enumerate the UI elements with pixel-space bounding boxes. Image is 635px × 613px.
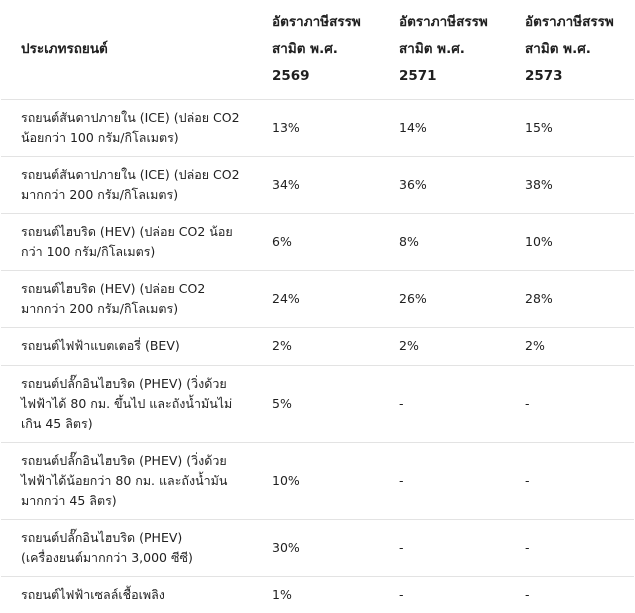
rate-2573-cell: 15% [505,99,634,156]
rate-2573-cell: - [505,365,634,442]
rate-2571-cell: 36% [379,156,505,213]
rate-2569-cell: 1% [252,576,379,613]
rate-2569-cell: 10% [252,442,379,519]
rate-2569-cell: 2% [252,327,379,365]
rate-2571-cell: 14% [379,99,505,156]
table-row [1,99,634,156]
vehicle-type-cell: รถยนต์ปลั๊กอินไฮบริด (PHEV) (วิ่งด้วยไฟฟ้าได้น้อยกว่า 80 กม. และถังน้ำมันมากกว่า 45 ลิตร) [1,442,252,519]
vehicle-type-cell: รถยนต์สันดาปภายใน (ICE) (ปล่อย CO2 มากกว่า 200 กรัม/กิโลเมตร) [1,156,252,213]
rate-2573-cell: 38% [505,156,634,213]
table-row [1,327,634,365]
table-body [1,99,634,613]
header-rate-2569: อัตราภาษีสรรพสามิต พ.ศ. 2569 [252,0,379,99]
table-row [1,156,634,213]
table-row [1,365,634,442]
rate-2573-cell: - [505,519,634,576]
table-row [1,270,634,327]
header-row [1,0,634,99]
table-row [1,519,634,576]
vehicle-type-cell: รถยนต์สันดาปภายใน (ICE) (ปล่อย CO2 น้อยกว่า 100 กรัม/กิโลเมตร) [1,99,252,156]
rate-2573-cell: 10% [505,213,634,270]
rate-2571-cell: 2% [379,327,505,365]
rate-2569-cell: 24% [252,270,379,327]
rate-2571-cell: - [379,519,505,576]
table-row [1,576,634,613]
vehicle-type-cell: รถยนต์ปลั๊กอินไฮบริด (PHEV) (เครื่องยนต์มากกว่า 3,000 ซีซี) [1,519,252,576]
rate-2569-cell: 34% [252,156,379,213]
rate-2573-cell: 2% [505,327,634,365]
vehicle-type-cell: รถยนต์ปลั๊กอินไฮบริด (PHEV) (วิ่งด้วยไฟฟ้าได้ 80 กม. ขึ้นไป และถังน้ำมันไม่เกิน 45 ลิตร) [1,365,252,442]
header-rate-2573: อัตราภาษีสรรพสามิต พ.ศ. 2573 [505,0,634,99]
table-header [1,0,634,99]
rate-2571-cell: 8% [379,213,505,270]
rate-2571-cell: - [379,442,505,519]
table-row [1,213,634,270]
rate-2569-cell: 13% [252,99,379,156]
rate-2571-cell: - [379,365,505,442]
vehicle-type-cell: รถยนต์ไฟฟ้าแบตเตอรี่ (BEV) [1,327,252,365]
header-rate-2571: อัตราภาษีสรรพสามิต พ.ศ. 2571 [379,0,505,99]
vehicle-type-cell: รถยนต์ไฮบริด (HEV) (ปล่อย CO2 น้อยกว่า 100 กรัม/กิโลเมตร) [1,213,252,270]
rate-2569-cell: 30% [252,519,379,576]
tax-table-container [1,0,634,613]
vehicle-type-cell: รถยนต์ไฮบริด (HEV) (ปล่อย CO2 มากกว่า 200 กรัม/กิโลเมตร) [1,270,252,327]
rate-2573-cell: - [505,442,634,519]
table-row [1,442,634,519]
rate-2573-cell: 28% [505,270,634,327]
rate-2571-cell: - [379,576,505,613]
rate-2573-cell: - [505,576,634,613]
excise-tax-table [1,0,634,613]
rate-2571-cell: 26% [379,270,505,327]
rate-2569-cell: 5% [252,365,379,442]
rate-2569-cell: 6% [252,213,379,270]
vehicle-type-cell: รถยนต์ไฟฟ้าเซลล์เชื้อเพลิง [1,576,252,613]
header-vehicle-type: ประเภทรถยนต์ [1,0,252,99]
